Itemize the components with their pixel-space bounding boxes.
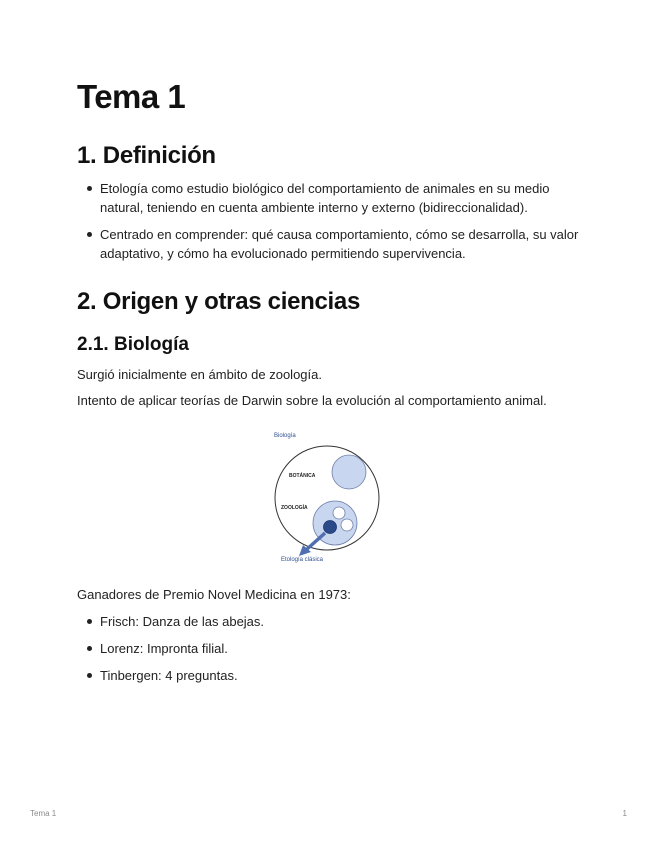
nobel-list: [77, 612, 587, 693]
page-number: 1: [622, 809, 627, 818]
footer-title: Tema 1: [30, 809, 57, 818]
paragraph: Intento de aplicar teorías de Darwin sobre la evolución al comportamiento animal.: [77, 393, 547, 408]
list-item: Frisch: Danza de las abejas.: [77, 612, 587, 631]
inner-circle-right: [341, 519, 353, 531]
label-etologia-clasica: Etología clásica: [281, 557, 324, 563]
etologia-circle: [324, 521, 337, 534]
paragraph: Ganadores de Premio Novel Medicina en 1973:: [77, 587, 351, 602]
section-heading-definicion: 1. Definición: [77, 142, 216, 169]
label-zoologia: ZOOLOGÍA: [281, 505, 308, 511]
list-item: Lorenz: Impronta filial.: [77, 639, 587, 658]
subsection-heading-biologia: 2.1. Biología: [77, 334, 189, 355]
list-item: Tinbergen: 4 preguntas.: [77, 666, 587, 685]
biology-diagram: [272, 427, 392, 567]
label-botanica: BOTÁNICA: [289, 473, 316, 479]
section-heading-origen: 2. Origen y otras ciencias: [77, 288, 361, 315]
inner-circle-top: [333, 507, 345, 519]
botany-circle: [332, 455, 366, 489]
paragraph: Surgió inicialmente en ámbito de zoología.: [77, 367, 322, 382]
definition-list: [77, 179, 587, 271]
list-item: Centrado en comprender: qué causa comportamiento, cómo se desarrolla, su valor adaptativo, y cómo ha evolucionado permitiendo supervivencia.: [77, 225, 587, 263]
biology-diagram-svg: [272, 427, 392, 567]
label-biologia: Biología: [274, 433, 296, 439]
page-title: Tema 1: [77, 78, 186, 115]
list-item: Etología como estudio biológico del comportamiento de animales en su medio natural, teniendo en cuenta ambiente interno y externo (bidireccionalidad).: [77, 179, 587, 217]
